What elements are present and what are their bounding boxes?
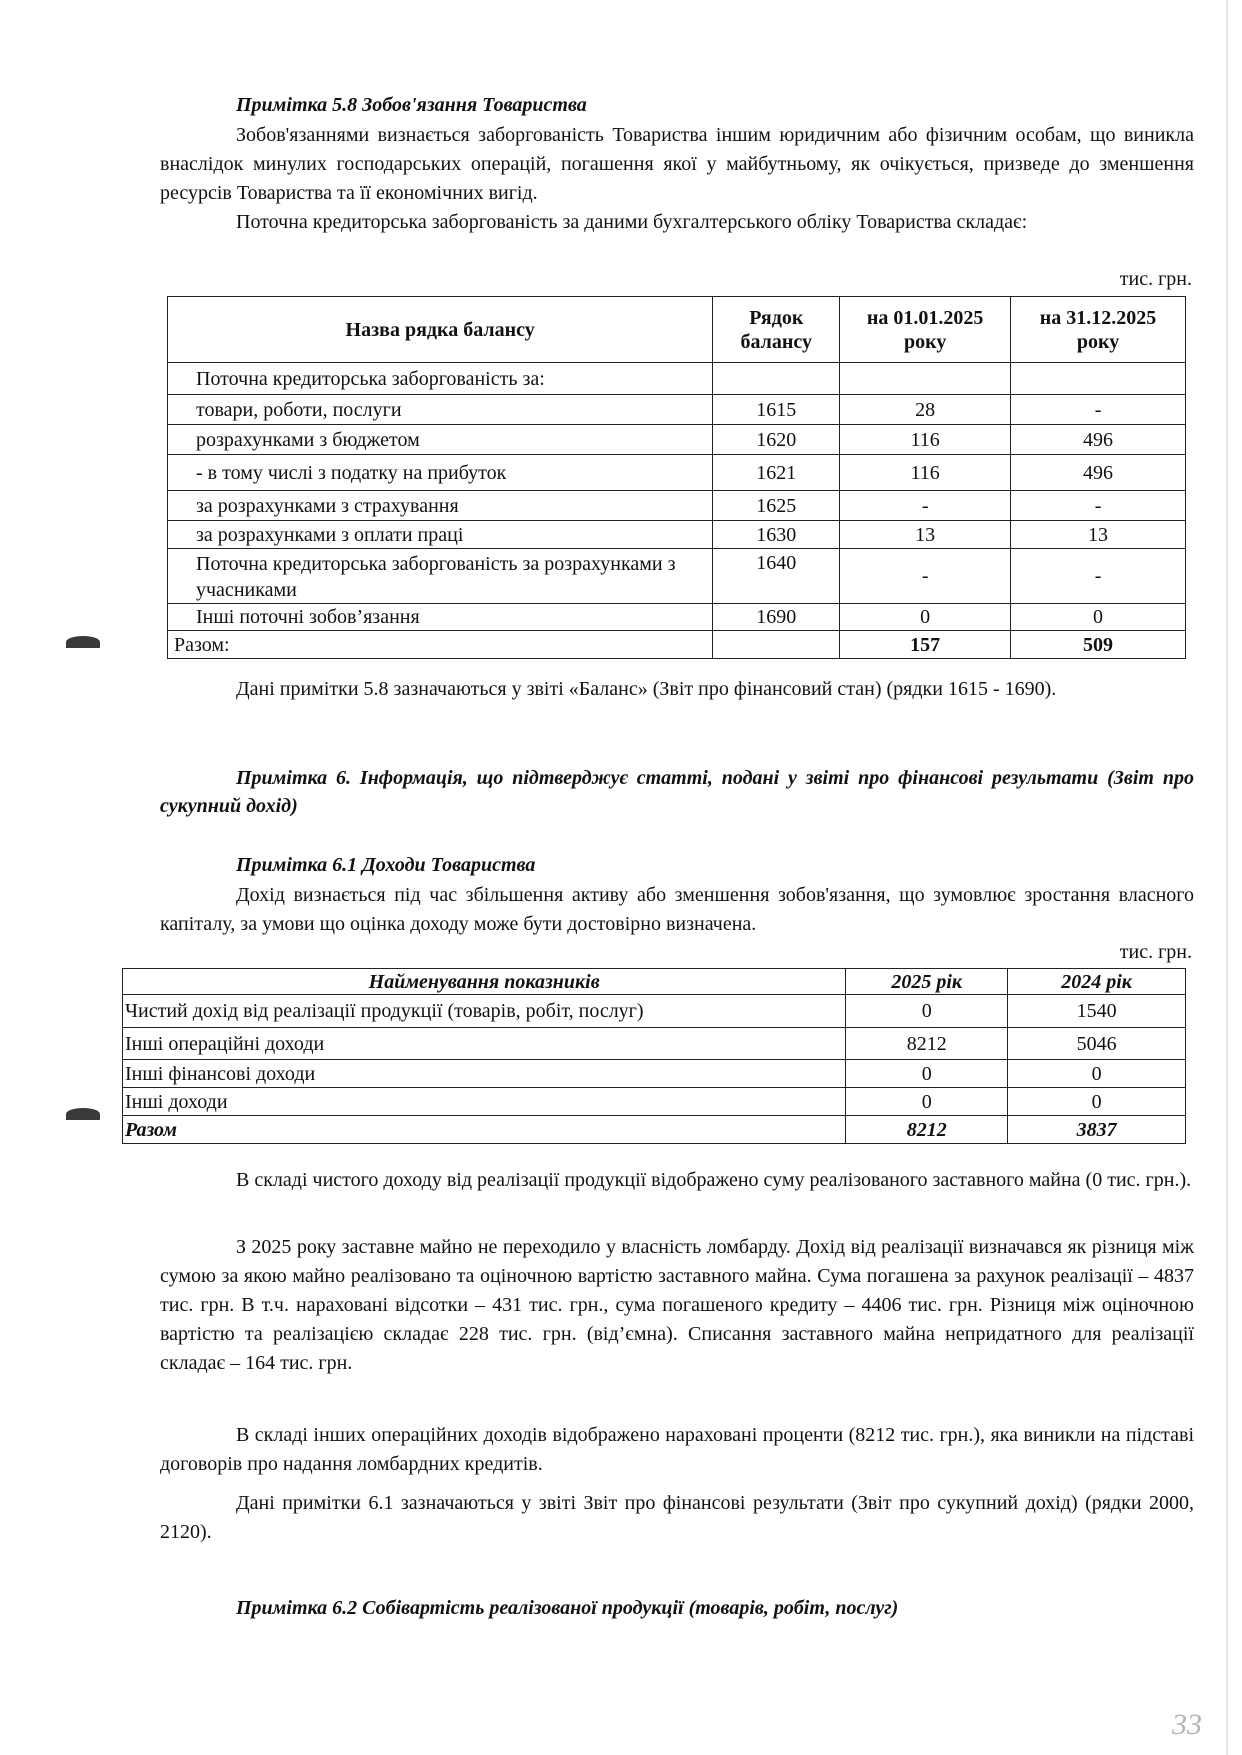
value-2025-start: 28 bbox=[840, 395, 1011, 425]
row-code: 1690 bbox=[713, 604, 840, 631]
table-row bbox=[123, 1060, 1186, 1088]
note-6-title: Примітка 6. Інформація, що підтверджує статті, подані у звіті про фінансові результати (Звіт про сукупний дохід) bbox=[160, 767, 1194, 817]
punch-hole-mark bbox=[66, 636, 100, 648]
column-header: на 31.12.2025 року bbox=[1011, 297, 1186, 363]
column-header: Рядок балансу bbox=[713, 297, 840, 363]
total-2024: 3837 bbox=[1008, 1116, 1186, 1144]
table-row bbox=[123, 1028, 1186, 1060]
value-2025-start: 116 bbox=[840, 425, 1011, 455]
table-row bbox=[123, 995, 1186, 1028]
row-label: Інші доходи bbox=[123, 1088, 846, 1116]
note-5-8-title: Примітка 5.8 Зобов'язання Товариства bbox=[236, 94, 587, 116]
income-table bbox=[122, 968, 1186, 1144]
column-header: 2025 рік bbox=[846, 969, 1008, 995]
value-2025-start: - bbox=[840, 549, 1011, 604]
unit-label: тис. грн. bbox=[1119, 268, 1192, 290]
value-2025-end: - bbox=[1011, 491, 1186, 521]
value-2025-end: 496 bbox=[1011, 455, 1186, 491]
row-code: 1620 bbox=[713, 425, 840, 455]
note-5-8-paragraph-2: Поточна кредиторська заборгованість за даними бухгалтерського обліку Товариства складає: bbox=[236, 211, 1028, 233]
page-number: 33 bbox=[1172, 1708, 1202, 1741]
table-row bbox=[168, 363, 1186, 395]
note-6-1-paragraph-1: Дохід визнається під час збільшення активу або зменшення зобов'язання, що зумовлює зростання власного капіталу, за умови що оцінка доходу може бути достовірно визначена. bbox=[160, 884, 1194, 935]
unit-label: тис. грн. bbox=[1119, 941, 1192, 963]
value-2025-start: - bbox=[840, 491, 1011, 521]
total-label: Разом: bbox=[168, 631, 713, 659]
row-code bbox=[713, 363, 840, 395]
row-label: Інші фінансові доходи bbox=[123, 1060, 846, 1088]
row-label: за розрахунками з оплати праці bbox=[168, 521, 713, 549]
table-row bbox=[168, 549, 1186, 604]
row-label: - в тому числі з податку на прибуток bbox=[168, 455, 713, 491]
note-5-8-paragraph-3: Дані примітки 5.8 зазначаються у звіті «Баланс» (Звіт про фінансовий стан) (рядки 1615 - 1690). bbox=[236, 678, 1057, 700]
value-2024: 5046 bbox=[1008, 1028, 1186, 1060]
value-2024: 1540 bbox=[1008, 995, 1186, 1028]
row-label: товари, роботи, послуги bbox=[168, 395, 713, 425]
value-2025-start bbox=[840, 363, 1011, 395]
row-code: 1630 bbox=[713, 521, 840, 549]
column-header: Найменування показників bbox=[123, 969, 846, 995]
column-header: на 01.01.2025 року bbox=[840, 297, 1011, 363]
row-label: розрахунками з бюджетом bbox=[168, 425, 713, 455]
table-row bbox=[168, 425, 1186, 455]
note-6-1-paragraph-2: В складі чистого доходу від реалізації продукції відображено суму реалізованого заставного майна (0 тис. грн.). bbox=[236, 1169, 1192, 1191]
value-2025: 0 bbox=[846, 1060, 1008, 1088]
liabilities-table bbox=[167, 296, 1186, 659]
table-row bbox=[168, 604, 1186, 631]
value-2025-end bbox=[1011, 363, 1186, 395]
column-header: 2024 рік bbox=[1008, 969, 1186, 995]
value-2025-end: 496 bbox=[1011, 425, 1186, 455]
row-code: 1621 bbox=[713, 455, 840, 491]
value-2025: 0 bbox=[846, 1088, 1008, 1116]
value-2025-start: 116 bbox=[840, 455, 1011, 491]
table-row bbox=[168, 521, 1186, 549]
punch-hole-mark bbox=[66, 1108, 100, 1120]
table-row bbox=[168, 395, 1186, 425]
value-2025-end: - bbox=[1011, 395, 1186, 425]
value-2025: 8212 bbox=[846, 1028, 1008, 1060]
table-total-row bbox=[123, 1116, 1186, 1144]
total-2025: 8212 bbox=[846, 1116, 1008, 1144]
value-2025-start: 13 bbox=[840, 521, 1011, 549]
row-code: 1615 bbox=[713, 395, 840, 425]
total-label: Разом bbox=[123, 1116, 846, 1144]
note-6-1-paragraph-4: В складі інших операційних доходів відображено нараховані проценти (8212 тис. грн.), яка виникли на підставі договорів про надання ломбардних кредитів. bbox=[160, 1424, 1194, 1475]
row-label: Поточна кредиторська заборгованість за: bbox=[168, 363, 713, 395]
column-header: Назва рядка балансу bbox=[168, 297, 713, 363]
table-total-row bbox=[168, 631, 1186, 659]
total-code bbox=[713, 631, 840, 659]
total-2025-start: 157 bbox=[840, 631, 1011, 659]
value-2025-start: 0 bbox=[840, 604, 1011, 631]
value-2025-end: 13 bbox=[1011, 521, 1186, 549]
table-row bbox=[168, 491, 1186, 521]
row-label: Поточна кредиторська заборгованість за розрахунками з учасниками bbox=[168, 549, 713, 604]
value-2025-end: - bbox=[1011, 549, 1186, 604]
value-2025-end: 0 bbox=[1011, 604, 1186, 631]
value-2025: 0 bbox=[846, 995, 1008, 1028]
table-header-row bbox=[168, 297, 1186, 363]
note-6-1-paragraph-3: З 2025 року заставне майно не переходило у власність ломбарду. Дохід від реалізації визначався як різниця між сумою за якою майно реалізовано та оціночною вартістю заставного майна. Сума погашена за рахунок реалізації – 4837 тис. грн. В т.ч. нараховані відсотки – 431 тис. грн., сума погашеного кредиту – 4406 тис. грн. Різниця між оціночною вартістю та реалізацією складає 228 тис. грн. (від’ємна). Списання заставного майна непридатного для реалізації складає – 164 тис. грн. bbox=[160, 1236, 1194, 1374]
row-label: Інші поточні зобов’язання bbox=[168, 604, 713, 631]
note-6-1-paragraph-5: Дані примітки 6.1 зазначаються у звіті Звіт про фінансові результати (Звіт про сукупний дохід) (рядки 2000, 2120). bbox=[160, 1492, 1194, 1543]
total-2025-end: 509 bbox=[1011, 631, 1186, 659]
value-2024: 0 bbox=[1008, 1060, 1186, 1088]
row-label: Чистий дохід від реалізації продукції (товарів, робіт, послуг) bbox=[123, 995, 846, 1028]
table-row bbox=[123, 1088, 1186, 1116]
row-code: 1640 bbox=[713, 549, 840, 604]
note-6-2-title: Примітка 6.2 Собівартість реалізованої продукції (товарів, робіт, послуг) bbox=[236, 1597, 899, 1619]
note-5-8-paragraph-1: Зобов'язаннями визнається заборгованість Товариства іншим юридичним або фізичним особам, що виникла внаслідок минулих господарських операцій, погашення якої у майбутньому, як очікується, призведе до зменшення ресурсів Товариства та її економічних вигід. bbox=[160, 124, 1194, 204]
row-label: за розрахунками з страхування bbox=[168, 491, 713, 521]
note-6-1-title: Примітка 6.1 Доходи Товариства bbox=[236, 854, 536, 876]
scan-edge bbox=[1226, 0, 1228, 1755]
table-header-row bbox=[123, 969, 1186, 995]
table-row bbox=[168, 455, 1186, 491]
row-label: Інші операційні доходи bbox=[123, 1028, 846, 1060]
value-2024: 0 bbox=[1008, 1088, 1186, 1116]
row-code: 1625 bbox=[713, 491, 840, 521]
